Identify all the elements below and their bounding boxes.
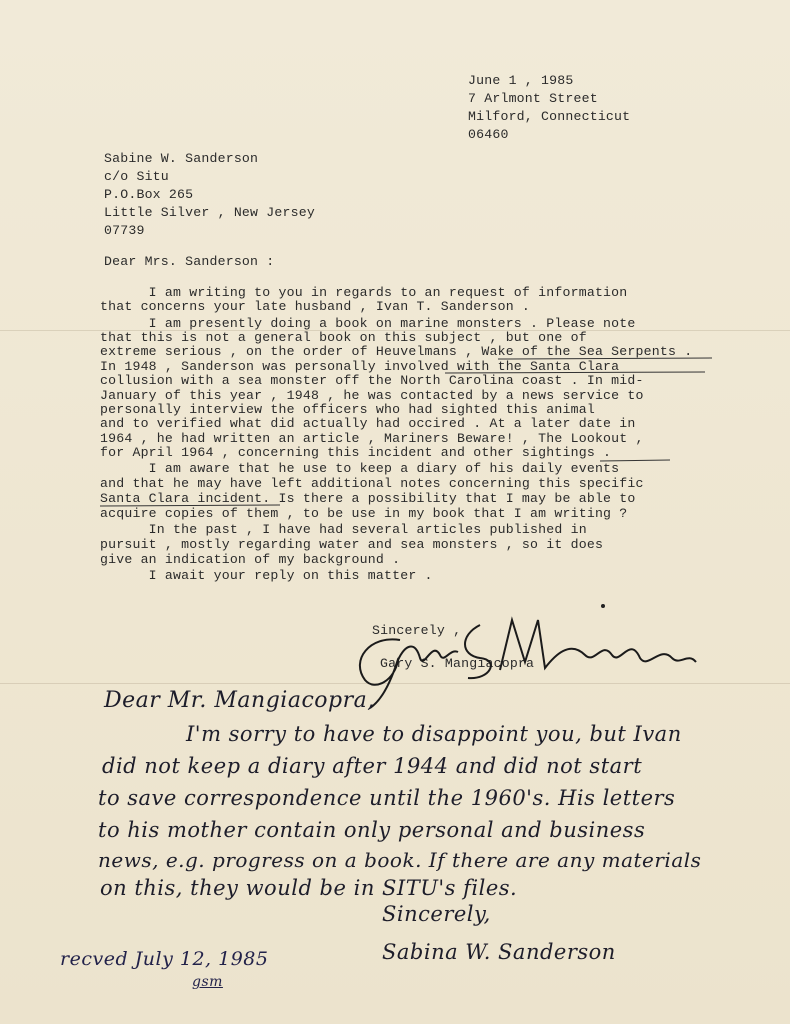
body-line: I await your reply on this matter .	[100, 568, 433, 583]
reply-line: to save correspondence until the 1960's. His letters	[98, 786, 676, 810]
recipient-po-box: P.O.Box 265	[104, 187, 194, 202]
body-line: acquire copies of them , to be use in my book that I am writing ?	[100, 506, 628, 521]
body-line: 1964 , he had written an article , Mariners Beware! , The Lookout ,	[100, 431, 644, 446]
signature-gary-mangiacopra	[340, 600, 700, 710]
reply-signature: Sabina W. Sanderson	[382, 940, 616, 964]
typed-name: Gary S. Mangiacopra	[380, 656, 535, 671]
body-line: extreme serious , on the order of Heuvelmans , Wake of the Sea Serpents .	[100, 344, 693, 359]
reply-closing: Sincerely,	[382, 902, 491, 926]
body-line: Santa Clara incident. Is there a possibility that I may be able to	[100, 491, 636, 506]
body-line: In 1948 , Sanderson was personally involved with the Santa Clara	[100, 359, 620, 374]
sender-city: Milford, Connecticut	[468, 109, 631, 124]
body-line: give an indication of my background .	[100, 552, 401, 567]
recipient-city: Little Silver , New Jersey	[104, 205, 315, 220]
body-line: personally interview the officers who had sighted this animal	[100, 402, 595, 417]
sender-street: 7 Arlmont Street	[468, 91, 598, 106]
body-line: pursuit , mostly regarding water and sea monsters , so it does	[100, 537, 604, 552]
received-initials: gsm	[192, 974, 223, 990]
reply-line: did not keep a diary after 1944 and did not start	[102, 754, 643, 778]
typed-closing: Sincerely ,	[372, 623, 462, 638]
sender-zip: 06460	[468, 127, 509, 142]
body-line: collusion with a sea monster off the North Carolina coast . In mid-	[100, 373, 644, 388]
date-line: June 1 , 1985	[468, 73, 574, 88]
reply-line: news, e.g. progress on a book. If there are any materials	[98, 848, 702, 872]
body-line: I am presently doing a book on marine monsters . Please note	[100, 316, 636, 331]
body-line: for April 1964 , concerning this incident and other sightings .	[100, 445, 612, 460]
salutation: Dear Mrs. Sanderson :	[104, 254, 275, 269]
recipient-zip: 07739	[104, 223, 145, 238]
body-line: In the past , I have had several articles published in	[100, 522, 587, 537]
reply-salutation: Dear Mr. Mangiacopra,	[104, 688, 375, 713]
recipient-name: Sabine W. Sanderson	[104, 151, 259, 166]
reply-line: on this, they would be in SITU's files.	[100, 876, 518, 900]
body-line: I am writing to you in regards to an request of information	[100, 285, 628, 300]
received-annotation: recved July 12, 1985	[60, 948, 269, 970]
body-line: and to verified what did actually had occired . At a later date in	[100, 416, 636, 431]
body-line: January of this year , 1948 , he was contacted by a news service to	[100, 388, 644, 403]
body-line: that concerns your late husband , Ivan T. Sanderson .	[100, 299, 531, 314]
body-line: that this is not a general book on this subject , but one of	[100, 330, 587, 345]
body-line: and that he may have left additional notes concerning this specific	[100, 476, 644, 491]
recipient-care-of: c/o Situ	[104, 169, 169, 184]
reply-line: to his mother contain only personal and business	[98, 818, 646, 842]
reply-line: I'm sorry to have to disappoint you, but Ivan	[186, 722, 682, 746]
body-line: I am aware that he use to keep a diary of his daily events	[100, 461, 620, 476]
